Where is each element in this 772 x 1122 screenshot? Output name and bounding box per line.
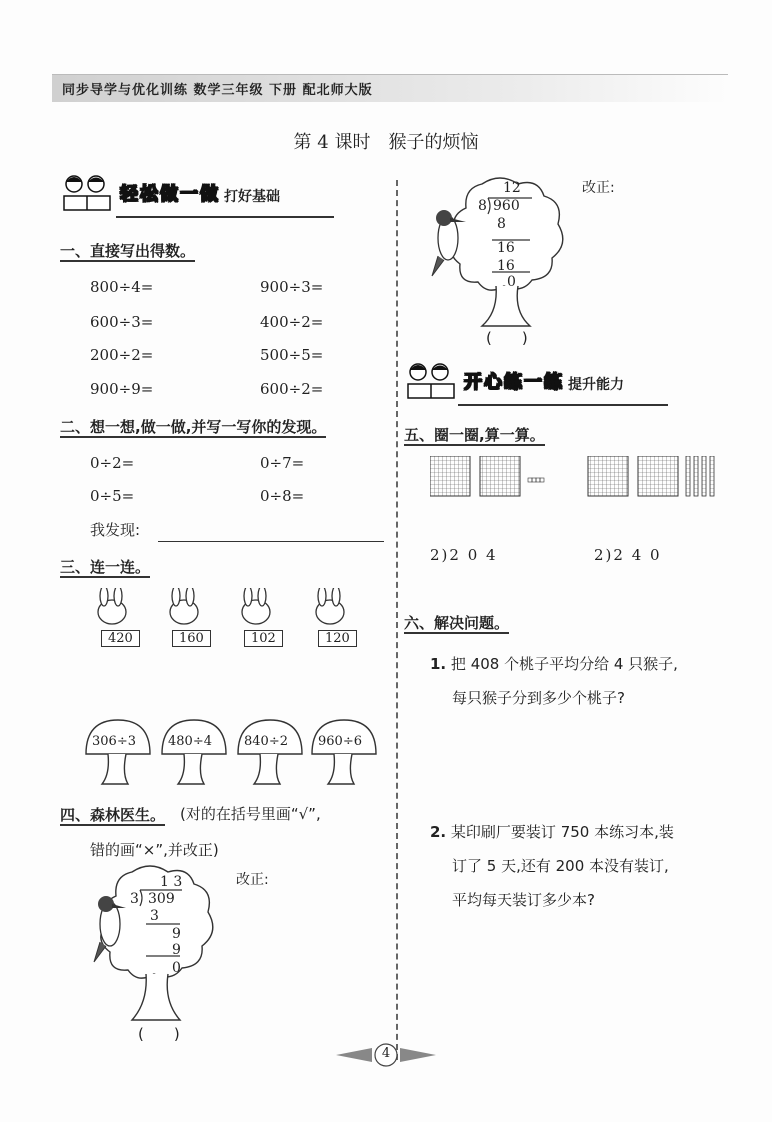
s1-item-2: 900÷3= bbox=[260, 278, 324, 296]
kids-reading-icon bbox=[404, 360, 460, 400]
s1-item-5: 200÷2= bbox=[90, 346, 154, 364]
tree2-answer-paren[interactable]: ( ) bbox=[486, 329, 528, 347]
section1-title: 一、直接写出得数。 bbox=[60, 242, 196, 260]
column-divider bbox=[396, 180, 398, 1060]
kids-reading-icon bbox=[60, 172, 116, 212]
mushroom-expr-2[interactable]: 480÷4 bbox=[168, 734, 212, 749]
hundred-block bbox=[588, 456, 678, 496]
ten-rods bbox=[686, 456, 714, 496]
s1-item-4: 400÷2= bbox=[260, 313, 324, 331]
s1-item-6: 500÷5= bbox=[260, 346, 324, 364]
tree1-step-1: 3 bbox=[150, 908, 159, 924]
tree1-correction-label: 改正: bbox=[236, 872, 269, 888]
tree1-step-4: 0 bbox=[172, 960, 181, 976]
problem-2-number: 2. bbox=[430, 823, 447, 841]
s2-item-2: 0÷7= bbox=[260, 454, 305, 472]
tree2-correction-label: 改正: bbox=[582, 180, 615, 196]
problem-2 bbox=[430, 816, 674, 848]
mushroom-expr-1[interactable]: 306÷3 bbox=[92, 734, 136, 749]
s2-item-3: 0÷5= bbox=[90, 487, 135, 505]
rabbit-number-2[interactable]: 160 bbox=[172, 630, 211, 647]
mushroom-expr-4[interactable]: 960÷6 bbox=[318, 734, 362, 749]
s1-item-1: 800÷4= bbox=[90, 278, 154, 296]
tree1-step-3: 9 bbox=[172, 942, 181, 958]
tree1-quotient: 1 3 bbox=[160, 874, 183, 890]
mushroom-expr-3[interactable]: 840÷2 bbox=[244, 734, 288, 749]
tree2-quotient: 12 bbox=[503, 180, 521, 196]
s1-item-8: 600÷2= bbox=[260, 380, 324, 398]
tree2-step-3: 16 bbox=[497, 258, 515, 274]
rabbit-icon bbox=[98, 588, 344, 624]
rabbit-number-4[interactable]: 120 bbox=[318, 630, 357, 647]
tree2-step-4: 0 bbox=[507, 274, 516, 290]
problem-1-line-1: 把 408 个桃子平均分给 4 只猴子, bbox=[450, 655, 678, 673]
tree2-divisor: 8 bbox=[478, 198, 487, 214]
banner-right-title: 开心练一练 bbox=[464, 372, 564, 393]
banner-right-underline bbox=[458, 404, 668, 406]
problem-2-line-1: 某印刷厂要装订 750 本练习本,装 bbox=[450, 823, 674, 841]
banner-left-title: 轻松做一做 bbox=[120, 184, 220, 205]
s1-item-3: 600÷3= bbox=[90, 313, 154, 331]
tree-1-illustration bbox=[80, 862, 230, 1032]
tree1-dividend: 309 bbox=[148, 891, 175, 907]
finding-label: 我发现: bbox=[90, 521, 141, 539]
section4-instruction-2: 错的画“×”,并改正) bbox=[90, 841, 219, 859]
banner-left-subtitle: 打好基础 bbox=[224, 189, 280, 205]
division-left: 2)2 0 4 bbox=[430, 546, 498, 564]
mushrooms-illustration bbox=[84, 718, 384, 790]
tree1-divisor: 3 bbox=[130, 891, 139, 907]
rabbit-number-1[interactable]: 420 bbox=[101, 630, 140, 647]
banner-right bbox=[404, 360, 624, 400]
header-text: 同步导学与优化训练 数学三年级 下册 配北师大版 bbox=[62, 83, 373, 98]
problem-1-number: 1. bbox=[430, 655, 447, 673]
banner-right-subtitle: 提升能力 bbox=[568, 377, 624, 393]
unit-cubes bbox=[528, 478, 544, 482]
banner-left-underline bbox=[116, 216, 334, 218]
section5-title: 五、圈一圈,算一算。 bbox=[404, 426, 545, 444]
section3-title: 三、连一连。 bbox=[60, 558, 151, 576]
section4-instruction-1: (对的在括号里画“√”, bbox=[180, 805, 321, 823]
tree2-dividend: 960 bbox=[493, 198, 520, 214]
tree1-step-2: 9 bbox=[172, 926, 181, 942]
finding-answer-line[interactable] bbox=[158, 541, 384, 542]
page-title: 第 4 课时 猴子的烦恼 bbox=[293, 132, 479, 153]
section4-title: 四、森林医生。 bbox=[60, 806, 166, 824]
problem-2-line-3: 平均每天装订多少本? bbox=[452, 891, 595, 909]
banner-left bbox=[60, 172, 280, 212]
s2-item-4: 0÷8= bbox=[260, 487, 305, 505]
division-right: 2)2 4 0 bbox=[594, 546, 662, 564]
problem-1 bbox=[430, 648, 678, 680]
base-ten-blocks bbox=[430, 456, 730, 500]
tree2-step-2: 16 bbox=[497, 240, 515, 256]
section6-title: 六、解决问题。 bbox=[404, 614, 510, 632]
rabbit-number-3[interactable]: 102 bbox=[244, 630, 283, 647]
problem-1-line-2: 每只猴子分到多少个桃子? bbox=[452, 689, 625, 707]
s1-item-7: 900÷9= bbox=[90, 380, 154, 398]
hundred-block bbox=[430, 456, 520, 496]
page-number: 4 bbox=[381, 1046, 391, 1061]
tree1-answer-paren[interactable]: ( ) bbox=[138, 1025, 180, 1043]
problem-2-line-2: 订了 5 天,还有 200 本没有装订, bbox=[452, 857, 669, 875]
section2-title: 二、想一想,做一做,并写一写你的发现。 bbox=[60, 418, 327, 436]
s2-item-1: 0÷2= bbox=[90, 454, 135, 472]
tree2-step-1: 8 bbox=[497, 216, 506, 232]
